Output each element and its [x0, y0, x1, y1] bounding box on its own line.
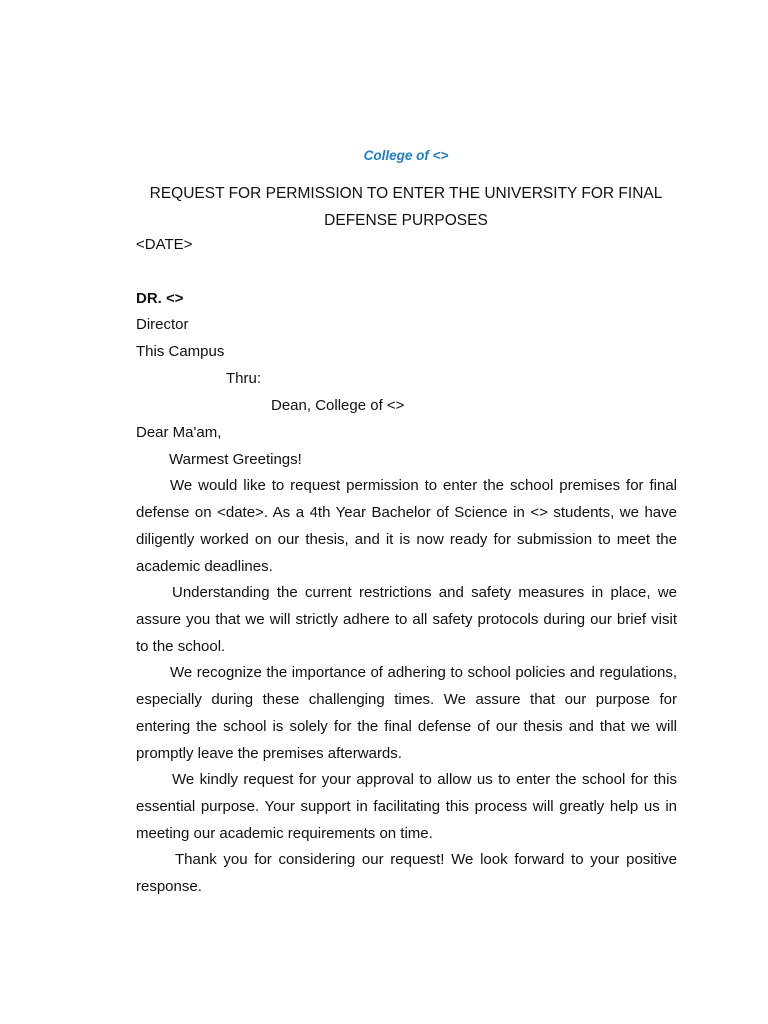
- body-paragraph-1: We would like to request permission to enter the school premises for final defense on <date>. As a 4th Year Bachelor of Science in <> students, we have diligently worked on our thesis, and it is now ready for submission to meet the academic deadlines.: [136, 477, 677, 575]
- body-paragraph-2: Understanding the current restrictions and safety measures in place, we assure you that we will strictly adhere to all safety protocols during our brief visit to the school.: [136, 584, 677, 655]
- letter-date: <DATE>: [136, 236, 193, 253]
- thru-label: Thru:: [226, 370, 262, 387]
- recipient-location: This Campus: [136, 343, 225, 360]
- body-paragraph-3: We recognize the importance of adhering to school policies and regulations, especially during these challenging times. We assure that our purpose for entering the school is solely for the final defense of our thesis and that we will promptly leave the premises afterwards.: [136, 664, 677, 762]
- body-paragraph-5: Thank you for considering our request! We look forward to your positive response.: [136, 851, 677, 895]
- college-heading: College of <>: [363, 148, 449, 163]
- body-paragraph-4: We kindly request for your approval to allow us to enter the school for this essential purpose. Your support in facilitating this process will greatly help us in meeting our academic requirements on time.: [136, 771, 677, 842]
- thru-recipient: Dean, College of <>: [271, 397, 405, 414]
- recipient-position: Director: [136, 316, 189, 333]
- recipient-name: DR. <>: [136, 290, 184, 307]
- greeting: Warmest Greetings!: [169, 451, 302, 468]
- letter-title: REQUEST FOR PERMISSION TO ENTER THE UNIVERSITY FOR FINAL DEFENSE PURPOSES: [149, 185, 663, 229]
- salutation: Dear Ma'am,: [136, 424, 222, 441]
